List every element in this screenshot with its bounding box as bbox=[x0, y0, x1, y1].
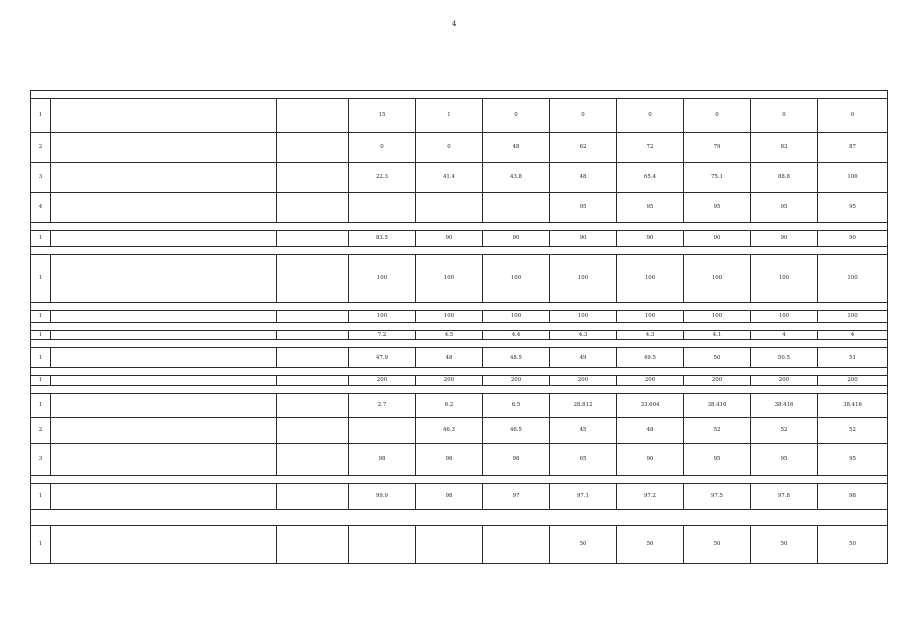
value-cell bbox=[349, 417, 416, 443]
section-header-row bbox=[31, 223, 888, 231]
value-cell: 65 bbox=[550, 443, 617, 475]
section-title bbox=[31, 475, 888, 483]
section-title bbox=[31, 340, 888, 348]
unit-of-measure bbox=[277, 331, 349, 340]
unit-of-measure bbox=[277, 525, 349, 563]
indicator-row bbox=[31, 376, 888, 385]
unit-of-measure bbox=[277, 443, 349, 475]
value-cell bbox=[349, 193, 416, 223]
indicator-row bbox=[31, 331, 888, 340]
value-cell: 90 bbox=[483, 231, 550, 247]
value-cell: 0 bbox=[751, 99, 818, 133]
unit-of-measure bbox=[277, 133, 349, 163]
row-number: 3 bbox=[31, 443, 51, 475]
value-cell: 33.604 bbox=[617, 393, 684, 417]
value-cell: 97.2 bbox=[617, 483, 684, 509]
value-cell: 200 bbox=[751, 376, 818, 385]
indicator-row bbox=[31, 483, 888, 509]
value-cell: 4.3 bbox=[617, 331, 684, 340]
row-number: 3 bbox=[31, 163, 51, 193]
section-title bbox=[31, 323, 888, 331]
value-cell: 100 bbox=[550, 311, 617, 323]
value-cell: 50.5 bbox=[751, 348, 818, 368]
section-header-row bbox=[31, 323, 888, 331]
value-cell: 97 bbox=[483, 483, 550, 509]
value-cell: 28.812 bbox=[550, 393, 617, 417]
value-cell: 200 bbox=[483, 376, 550, 385]
unit-of-measure bbox=[277, 376, 349, 385]
value-cell: 200 bbox=[818, 376, 888, 385]
row-number: 4 bbox=[31, 193, 51, 223]
value-cell: 0 bbox=[550, 99, 617, 133]
value-cell: 75.1 bbox=[684, 163, 751, 193]
indicator-name bbox=[51, 393, 277, 417]
indicator-name bbox=[51, 311, 277, 323]
value-cell: 4.5 bbox=[416, 331, 483, 340]
section-title bbox=[31, 223, 888, 231]
value-cell: 2.7 bbox=[349, 393, 416, 417]
indicators-table-container bbox=[30, 90, 887, 564]
section-header-row bbox=[31, 247, 888, 255]
section-header-row bbox=[31, 509, 888, 525]
row-number: 1 bbox=[31, 331, 51, 340]
value-cell: 47.9 bbox=[349, 348, 416, 368]
section-header-row bbox=[31, 340, 888, 348]
row-number: 1 bbox=[31, 99, 51, 133]
value-cell: 51 bbox=[818, 348, 888, 368]
unit-of-measure bbox=[277, 311, 349, 323]
value-cell: 48.5 bbox=[483, 348, 550, 368]
value-cell: 90 bbox=[617, 231, 684, 247]
row-number: 2 bbox=[31, 133, 51, 163]
value-cell: 48 bbox=[416, 348, 483, 368]
value-cell: 65.4 bbox=[617, 163, 684, 193]
indicator-row bbox=[31, 193, 888, 223]
unit-of-measure bbox=[277, 231, 349, 247]
indicator-name bbox=[51, 331, 277, 340]
unit-of-measure bbox=[277, 483, 349, 509]
unit-of-measure bbox=[277, 99, 349, 133]
value-cell bbox=[349, 525, 416, 563]
unit-of-measure bbox=[277, 163, 349, 193]
value-cell: 49 bbox=[550, 348, 617, 368]
unit-of-measure bbox=[277, 255, 349, 303]
value-cell bbox=[416, 525, 483, 563]
indicator-name bbox=[51, 376, 277, 385]
value-cell: 100 bbox=[416, 311, 483, 323]
value-cell: 100 bbox=[617, 255, 684, 303]
value-cell: 95 bbox=[617, 193, 684, 223]
indicator-row bbox=[31, 443, 888, 475]
value-cell: 7.2 bbox=[349, 331, 416, 340]
value-cell: 98 bbox=[416, 483, 483, 509]
value-cell: 62 bbox=[550, 133, 617, 163]
value-cell: 46.5 bbox=[483, 417, 550, 443]
indicator-name bbox=[51, 348, 277, 368]
value-cell: 50 bbox=[617, 525, 684, 563]
value-cell: 50 bbox=[818, 525, 888, 563]
value-cell: 48 bbox=[550, 163, 617, 193]
value-cell: 100 bbox=[550, 255, 617, 303]
value-cell: 95 bbox=[684, 443, 751, 475]
value-cell: 38.416 bbox=[818, 393, 888, 417]
value-cell: 200 bbox=[550, 376, 617, 385]
value-cell: 95 bbox=[550, 193, 617, 223]
value-cell: 48 bbox=[483, 133, 550, 163]
indicator-row bbox=[31, 348, 888, 368]
indicator-name bbox=[51, 231, 277, 247]
value-cell: 97.8 bbox=[751, 483, 818, 509]
unit-of-measure bbox=[277, 393, 349, 417]
value-cell: 97.1 bbox=[550, 483, 617, 509]
row-number: 1 bbox=[31, 311, 51, 323]
indicator-row bbox=[31, 231, 888, 247]
indicator-name bbox=[51, 255, 277, 303]
value-cell: 100 bbox=[416, 255, 483, 303]
unit-of-measure bbox=[277, 417, 349, 443]
value-cell: 100 bbox=[818, 255, 888, 303]
section-title bbox=[31, 509, 888, 525]
indicator-name bbox=[51, 483, 277, 509]
value-cell: 100 bbox=[684, 255, 751, 303]
value-cell bbox=[483, 193, 550, 223]
value-cell: 98 bbox=[349, 443, 416, 475]
indicator-row bbox=[31, 525, 888, 563]
value-cell: 38.416 bbox=[751, 393, 818, 417]
value-cell: 0 bbox=[684, 99, 751, 133]
value-cell: 90 bbox=[416, 231, 483, 247]
value-cell: 43.8 bbox=[483, 163, 550, 193]
unit-of-measure bbox=[277, 348, 349, 368]
value-cell: 72 bbox=[617, 133, 684, 163]
value-cell: 4.4 bbox=[483, 331, 550, 340]
indicator-row bbox=[31, 417, 888, 443]
value-cell: 90 bbox=[751, 231, 818, 247]
indicator-name bbox=[51, 193, 277, 223]
row-number: 1 bbox=[31, 348, 51, 368]
section-title bbox=[31, 303, 888, 311]
value-cell: 95 bbox=[751, 443, 818, 475]
value-cell: 15 bbox=[349, 99, 416, 133]
value-cell: 90 bbox=[818, 231, 888, 247]
row-number: 1 bbox=[31, 483, 51, 509]
row-number: 2 bbox=[31, 417, 51, 443]
value-cell: 52 bbox=[751, 417, 818, 443]
section-title bbox=[31, 368, 888, 376]
value-cell: 50 bbox=[684, 348, 751, 368]
value-cell: 49.5 bbox=[617, 348, 684, 368]
indicator-name bbox=[51, 417, 277, 443]
indicator-row bbox=[31, 255, 888, 303]
indicator-name bbox=[51, 99, 277, 133]
value-cell: 100 bbox=[617, 311, 684, 323]
value-cell: 100 bbox=[751, 311, 818, 323]
value-cell: 4 bbox=[751, 331, 818, 340]
value-cell bbox=[416, 193, 483, 223]
value-cell: 50 bbox=[684, 525, 751, 563]
section-title bbox=[31, 247, 888, 255]
section-header-row bbox=[31, 368, 888, 376]
indicator-row bbox=[31, 163, 888, 193]
value-cell: 0 bbox=[349, 133, 416, 163]
row-number: 1 bbox=[31, 255, 51, 303]
row-number: 1 bbox=[31, 525, 51, 563]
value-cell: 41.4 bbox=[416, 163, 483, 193]
value-cell: 87 bbox=[818, 133, 888, 163]
value-cell: 50 bbox=[751, 525, 818, 563]
value-cell: 83.5 bbox=[349, 231, 416, 247]
row-number: 1 bbox=[31, 376, 51, 385]
value-cell: 4.1 bbox=[684, 331, 751, 340]
section-title bbox=[31, 385, 888, 393]
unit-of-measure bbox=[277, 193, 349, 223]
value-cell: 98 bbox=[818, 483, 888, 509]
value-cell: 97.5 bbox=[684, 483, 751, 509]
value-cell: 95 bbox=[751, 193, 818, 223]
section-header-row bbox=[31, 385, 888, 393]
indicators-table bbox=[30, 90, 888, 564]
indicator-row bbox=[31, 99, 888, 133]
value-cell: 200 bbox=[349, 376, 416, 385]
value-cell: 52 bbox=[684, 417, 751, 443]
value-cell: 200 bbox=[416, 376, 483, 385]
value-cell: 200 bbox=[684, 376, 751, 385]
value-cell: 95 bbox=[818, 193, 888, 223]
value-cell: 99.9 bbox=[349, 483, 416, 509]
section-header-row bbox=[31, 475, 888, 483]
value-cell: 95 bbox=[818, 443, 888, 475]
value-cell: 22.3 bbox=[349, 163, 416, 193]
value-cell: 200 bbox=[617, 376, 684, 385]
value-cell bbox=[483, 525, 550, 563]
value-cell: 100 bbox=[818, 163, 888, 193]
value-cell: 6.2 bbox=[416, 393, 483, 417]
value-cell: 4.3 bbox=[550, 331, 617, 340]
value-cell: 79 bbox=[684, 133, 751, 163]
value-cell: 46.3 bbox=[416, 417, 483, 443]
value-cell: 38.416 bbox=[684, 393, 751, 417]
indicator-name bbox=[51, 133, 277, 163]
value-cell: 6.5 bbox=[483, 393, 550, 417]
value-cell: 1 bbox=[416, 99, 483, 133]
value-cell: 88.8 bbox=[751, 163, 818, 193]
value-cell: 100 bbox=[751, 255, 818, 303]
value-cell: 100 bbox=[349, 311, 416, 323]
value-cell: 0 bbox=[483, 99, 550, 133]
value-cell: 100 bbox=[483, 311, 550, 323]
indicator-name bbox=[51, 163, 277, 193]
section-header-row bbox=[31, 303, 888, 311]
value-cell: 100 bbox=[349, 255, 416, 303]
value-cell: 4 bbox=[818, 331, 888, 340]
value-cell: 95 bbox=[684, 193, 751, 223]
value-cell: 48 bbox=[617, 417, 684, 443]
value-cell: 98 bbox=[416, 443, 483, 475]
indicator-row bbox=[31, 311, 888, 323]
indicator-name bbox=[51, 525, 277, 563]
indicator-name bbox=[51, 443, 277, 475]
value-cell: 50 bbox=[550, 525, 617, 563]
value-cell: 0 bbox=[416, 133, 483, 163]
value-cell: 0 bbox=[617, 99, 684, 133]
value-cell: 100 bbox=[684, 311, 751, 323]
value-cell: 100 bbox=[818, 311, 888, 323]
indicator-row bbox=[31, 133, 888, 163]
value-cell: 83 bbox=[751, 133, 818, 163]
indicator-row bbox=[31, 393, 888, 417]
value-cell: 90 bbox=[684, 231, 751, 247]
page-number: 4 bbox=[452, 20, 457, 28]
value-cell: 0 bbox=[818, 99, 888, 133]
section-title bbox=[31, 91, 888, 99]
row-number: 1 bbox=[31, 393, 51, 417]
value-cell: 100 bbox=[483, 255, 550, 303]
row-number: 1 bbox=[31, 231, 51, 247]
value-cell: 98 bbox=[483, 443, 550, 475]
value-cell: 52 bbox=[818, 417, 888, 443]
value-cell: 45 bbox=[550, 417, 617, 443]
value-cell: 90 bbox=[617, 443, 684, 475]
section-header-row bbox=[31, 91, 888, 99]
value-cell: 90 bbox=[550, 231, 617, 247]
